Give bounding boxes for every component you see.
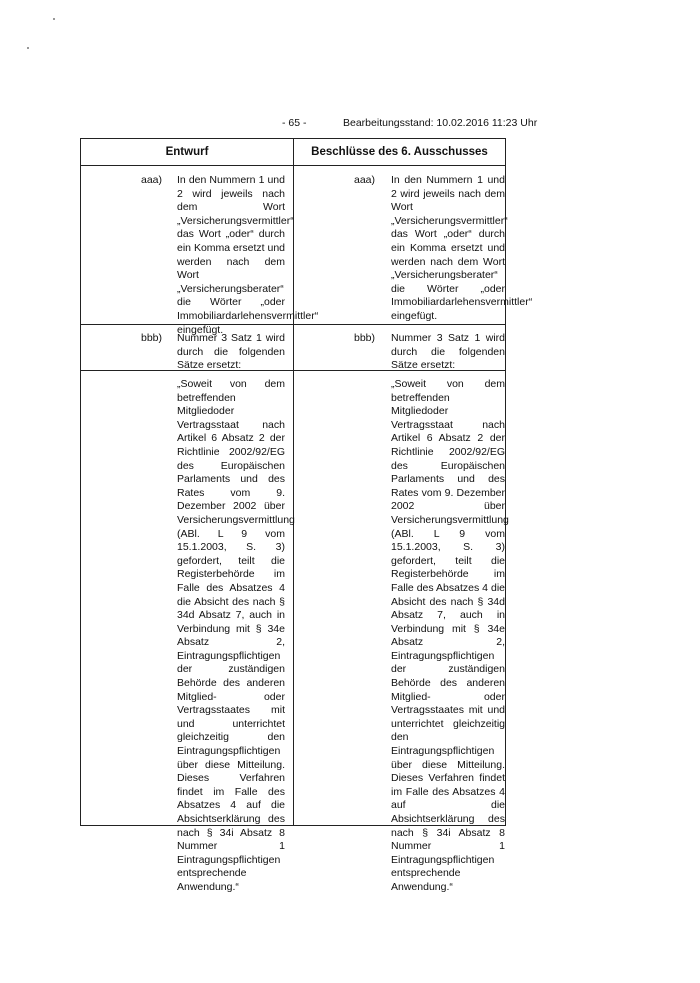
item-label: aaa) (141, 174, 163, 186)
page-header (0, 117, 700, 133)
table-cell-entwurf (81, 325, 294, 371)
synopsis-table (80, 138, 533, 893)
quoted-text: „Soweit von dem betreffenden Mitgliedoder Vertragsstaat nach Artikel 6 Absatz 2 der Richtlinie 2002/92/EG des Europäischen Parlaments und des Rates vom 9. Dezember 2002 über Versicherungsvermittlung (ABl. L 9 vom 15.1.2003, S. 3) gefordert, teilt die Registerbehörde im Falle des Absatzes 4 die Absicht des nach § 34d Absatz 7, auch in Verbindung mit § 34e Absatz 2, Eintragungspflichtigen der zuständigen Behörde des anderen Mitglied- oder Vertragsstaates mit und unterrichtet gleichzeitig den Eintragungspflichtigen über diese Mitteilung. Dieses Verfahren findet im Falle des Absatzes 4 auf die Absichtserklärung des nach § 34i Absatz 8 Nummer 1 Eintragungspflichtigen entsprechende Anwendung.“ (391, 378, 509, 893)
table-row (81, 166, 506, 325)
item-label: bbb) (354, 332, 376, 344)
table-header-row (81, 139, 506, 166)
table-row (81, 325, 506, 371)
table-cell-entwurf (81, 166, 319, 336)
table-cell-beschluss (294, 371, 509, 893)
column-heading-beschluesse: Beschlüsse des 6. Ausschusses (294, 139, 506, 166)
column-heading-entwurf: Entwurf (81, 139, 294, 166)
page-number: - 65 - (282, 117, 307, 129)
item-text: In den Nummern 1 und 2 wird jeweils nach dem Wort „Versicherungsvermittler“ das Wort „oder“ durch ein Komma ersetzt und werden nach dem Wort „Versicherungsberater“ die Wörter „oder Immobiliardarlehensvermittler“ eingefügt. (391, 174, 533, 322)
scan-speck (53, 18, 55, 20)
table-cell-beschluss (294, 325, 506, 371)
scan-speck (27, 47, 29, 49)
item-text: In den Nummern 1 und 2 wird jeweils nach dem Wort „Versicherungsvermittler“ das Wort „oder“ durch ein Komma ersetzt und werden nach dem Wort „Versicherungsberater“ die Wörter „oder Immobiliardarlehensvermittler“ eingefügt. (177, 174, 319, 336)
quoted-text: „Soweit von dem betreffenden Mitgliedoder Vertragsstaat nach Artikel 6 Absatz 2 der Richtlinie 2002/92/EG des Europäischen Parlaments und des Rates vom 9. Dezember 2002 über Versicherungsvermittlung (ABl. L 9 vom 15.1.2003, S. 3) gefordert, teilt die Registerbehörde im Falle des Absatzes 4 die Absicht des nach § 34d Absatz 7, auch in Verbindung mit § 34e Absatz 2, Eintragungspflichtigen der zuständigen Behörde des anderen Mitglied- oder Vertragsstaates mit und unterrichtet gleichzeitig den Eintragungspflichtigen über diese Mitteilung. Dieses Verfahren findet im Falle des Absatzes 4 auf die Absichtserklärung des nach § 34i Absatz 8 Nummer 1 Eintragungspflichtigen entsprechende Anwendung.“ (177, 378, 295, 893)
table-row (81, 371, 506, 826)
item-text: Nummer 3 Satz 1 wird durch die folgenden Sätze ersetzt: (391, 332, 505, 372)
item-text: Nummer 3 Satz 1 wird durch die folgenden Sätze ersetzt: (177, 332, 285, 372)
revision-status: Bearbeitungsstand: 10.02.2016 11:23 Uhr (343, 117, 538, 129)
table-cell-entwurf (81, 371, 295, 893)
table-cell-beschluss (294, 166, 533, 325)
item-label: aaa) (354, 174, 376, 186)
item-label: bbb) (141, 332, 163, 344)
